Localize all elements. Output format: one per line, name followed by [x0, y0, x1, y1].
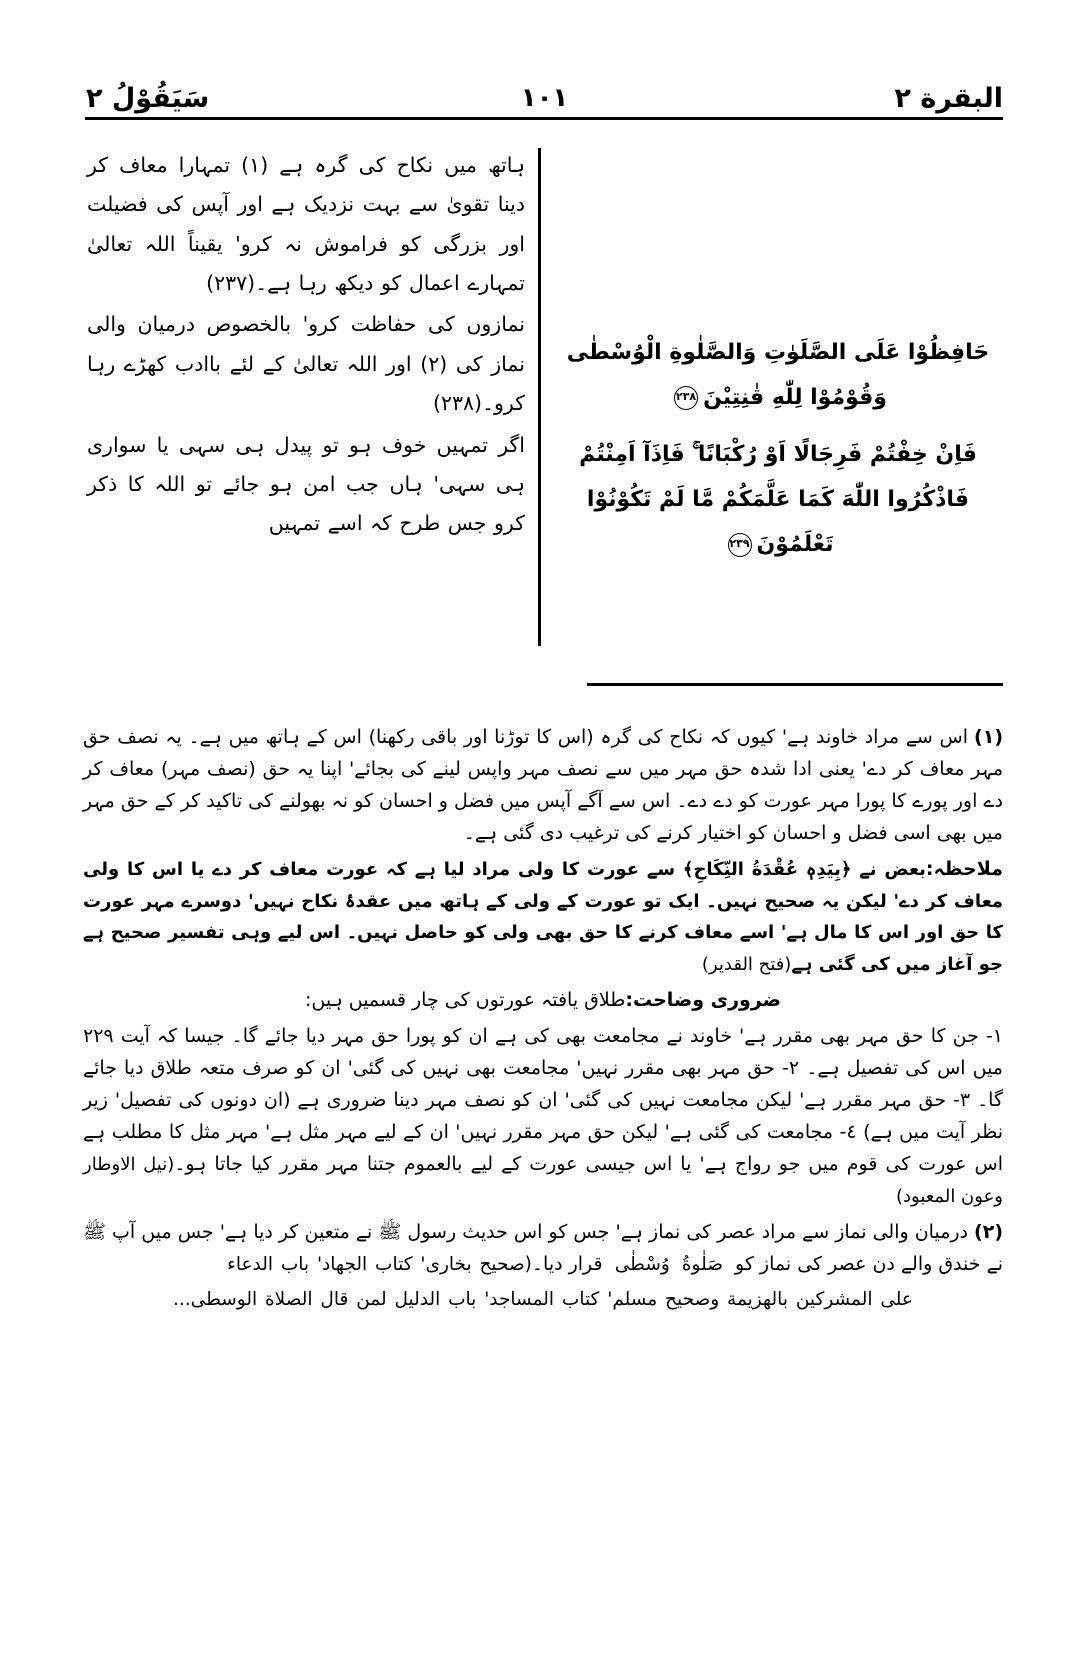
footnotes-section	[83, 722, 1003, 1320]
note-text: بعض نے ﴿بِيَدِهٖ عُقْدَةُ النِّكَاحِ﴾ سے عورت کا ولی مراد لیا ہے کہ عورت معاف کر دے یا اس کا ولی معاف کر دے' لیکن یہ صحیح نہیں۔ ایک تو عورت کے ولی کے ہاتھ میں عقدۂ نکاح نہیں' دوسرے مہر عورت کا حق اور اس کا مال ہے' اسے معاف کرنے کا حق بھی ولی کو حاصل نہیں۔ اس لیے وہی تفسیر صحیح ہے جو آغاز میں کی گئی ہے	[83, 858, 1003, 976]
translation-paragraph: نمازوں کی حفاظت کرو' بالخصوص درمیان والی نماز کی (٢) اور اللہ تعالیٰ کے لئے باادب کھڑے رہا کرو۔(٢٣٨)	[87, 312, 525, 416]
footnote-marker: (٢)	[974, 1220, 1003, 1243]
arabic-quran-column	[553, 330, 1003, 579]
explanation-label: ضروری وضاحت:	[625, 989, 782, 1012]
list-citation: (نیل الاوطار وعون المعبود)	[83, 1153, 1003, 1207]
verse-number-badge: ٢٣٩	[728, 533, 752, 557]
note-citation: (فتح القدیر)	[701, 954, 792, 976]
quran-verse	[553, 432, 1003, 567]
column-divider-rule	[538, 148, 541, 646]
header-divider-rule	[85, 117, 1003, 120]
para-name-label: سَيَقُوْلُ ٢	[86, 82, 210, 114]
translation-paragraph: اگر تمہیں خوف ہو تو پیدل ہی سہی یا سواری ہی سہی' ہاں جب امن ہو جائے تو اللہ کا ذکر کرو جس طرح کہ اسے تمہیں	[87, 432, 525, 536]
translation-paragraph: ہاتھ میں نکاح کی گرہ ہے (١) تمہارا معاف کر دینا تقویٰ سے بہت نزدیک ہے اور آپس کی فضیلت اور بزرگی کو فراموش نہ کرو' یقیناً اللہ تعالیٰ تمہارے اعمال کو دیکھ رہا ہے۔(٢٣٧)	[87, 153, 525, 296]
explanation-text: طلاق یافتہ عورتوں کی چار قسمیں ہیں:	[304, 989, 626, 1012]
list-item-text: ١- جن کا حق مہر بھی مقرر ہے' خاوند نے مجامعت بھی کی ہے ان کو پورا حق مہر دیا جائے گا۔ جیسا کہ آیت ٢٢٩ میں اس کی تفصیل ہے۔	[83, 1025, 1003, 1080]
footnote-tail-text: قرار دیا۔	[531, 1252, 603, 1275]
hadith-citation	[83, 1284, 1003, 1316]
arabic-term: صَلٰوةُ	[681, 1253, 723, 1275]
main-content-block	[85, 140, 1003, 650]
explanation-heading	[83, 985, 1003, 1017]
footnote-text: درمیان والی نماز سے مراد عصر کی نماز ہے' جس کو اس حدیث رسول ﷺ نے متعین کر دیا ہے' جس میں آپ ﷺ نے خندق والے دن عصر کی نماز کو	[83, 1220, 1003, 1275]
footnote-text: اس سے مراد خاوند ہے' کیوں کہ نکاح کی گرہ (اس کا توڑنا اور باقی رکھنا) اس کے ہاتھ میں ہے۔ یہ نصف حق مہر معاف کر دے' یعنی ادا شدہ حق مہر میں سے نصف مہر واپس لینے کی بجائے' اپنا یہ حق (نصف مہر) معاف کر دے اور پورے کا پورا مہر عورت کو دے دے۔ اس سے آگے آپس میں فضل و احسان کو نہ بھولنے کی تاکید کر کے حق مہر میں بھی اسی فضل و احسان کو اختیار کرنے کی ترغیب دی گئی ہے۔	[83, 726, 1003, 844]
quran-verse-text: فَاِنْ خِفْتُمْ فَرِجَالًا اَوْ رُكْبَانًا ۚ فَاِذَآ اَمِنْتُمْ فَاذْكُرُوا اللّٰهَ كَمَا عَلَّمَكُمْ مَّا لَمْ تَكُوْنُوْا تَعْلَمُوْنَ	[579, 442, 977, 558]
note-label: ملاحظہ:	[925, 857, 1003, 880]
hadith-citation-line-2: علی المشرکین بالهزیمة وصحیح مسلم' کتاب المساجد' باب الدلیل لمن قال الصلاة الوسطی...	[173, 1289, 913, 1311]
quran-verse-text: حَافِظُوْا عَلَى الصَّلَوٰتِ وَالصَّلٰوةِ الْوُسْطٰى وَقُوْمُوْا لِلّٰهِ قٰنِتِيْنَ	[566, 340, 990, 411]
urdu-translation-column	[87, 146, 525, 546]
verse-number-badge: ٢٣٨	[674, 386, 698, 410]
footnote-note-item	[83, 854, 1003, 982]
list-item-text: ٤- مجامعت کی گئی ہے' لیکن حق مہر مقرر نہیں' ان کے لیے مہر مثل ہے' مہر مثل کا مطلب ہے اس عورت کی قوم میں جو رواج ہے' یا اس جیسی عورت کے لیے بالعموم جتنا مہر مقرر کیا جاتا ہو۔	[83, 1120, 1003, 1175]
list-item-text: ٣- حق مہر مقرر ہے' لیکن مجامعت نہیں کی گئی' ان کو نصف مہر دینا ضروری ہے (ان دونوں کی تفصیل' زیر نظر آیت میں ہے)	[83, 1088, 1003, 1143]
surah-name-label: البقرة ٢	[894, 82, 1003, 114]
footnote-divider-rule	[587, 683, 1003, 686]
arabic-term: وُسْطٰى	[614, 1253, 670, 1275]
footnote-list-item	[83, 1021, 1003, 1212]
footnote-marker: (١)	[974, 726, 1003, 748]
quran-verse	[553, 330, 1003, 420]
footnote-item	[83, 722, 1003, 850]
footnote-item	[83, 1217, 1003, 1281]
page-number: ١٠١	[520, 83, 569, 113]
list-item-text: ٢- حق مہر بھی مقرر نہیں' مجامعت بھی نہیں کی گئی' ان کو صرف متعہ طلاق دیا جائے گا۔	[83, 1057, 1004, 1111]
page-header	[86, 62, 1003, 114]
hadith-citation-line-1: (صحیح بخاری' کتاب الجهاد' باب الدعاء	[227, 1253, 532, 1275]
